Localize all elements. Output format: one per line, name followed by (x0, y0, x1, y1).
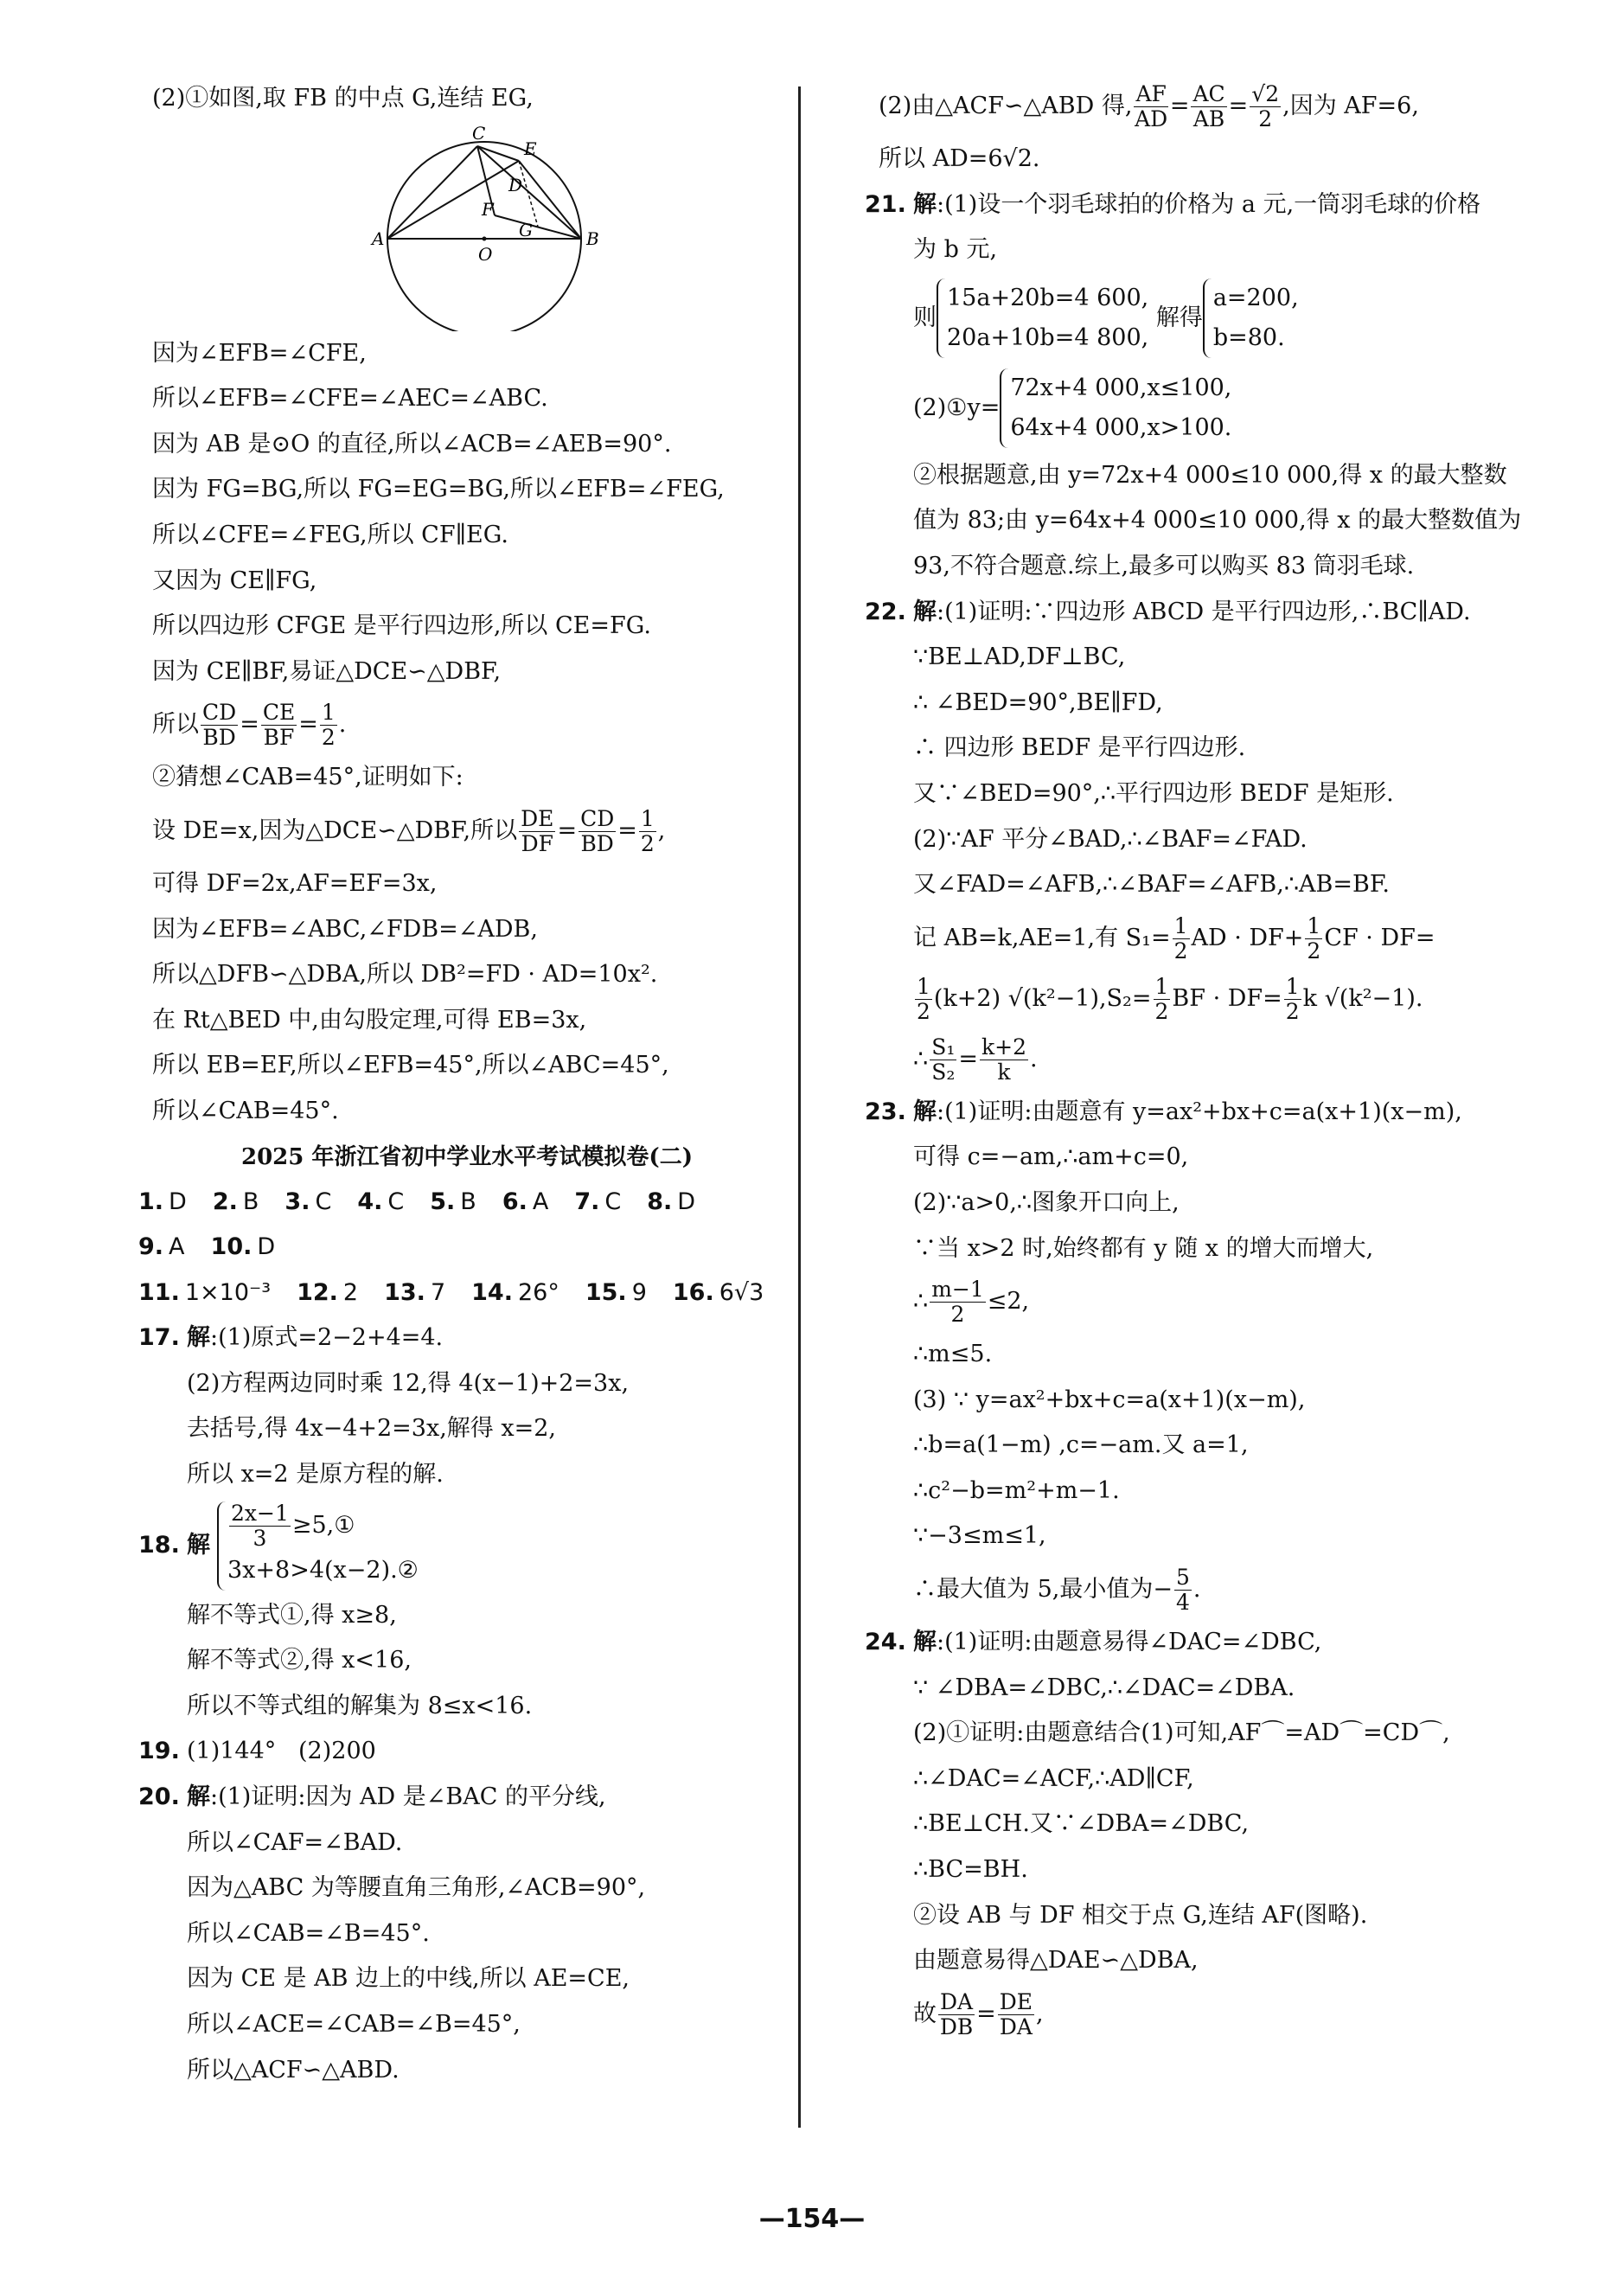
text-line: ②设 AB 与 DF 相交于点 G,连结 AF(图略). (913, 1901, 1368, 1929)
text-line: 所以∠CFE=∠FEG,所以 CF∥EG. (152, 521, 508, 548)
system-row-2: 3x+8>4(x−2).② (227, 1556, 419, 1584)
fraction-line (865, 1559, 1505, 1620)
text: ∴ (913, 1288, 929, 1316)
text-line: 值为 83;由 y=64x+4 000≤10 000,得 x 的最大整数值为 (913, 507, 1522, 535)
answer-value: C (604, 1188, 622, 1215)
denominator: DF (521, 830, 553, 856)
text: = (958, 1045, 978, 1072)
label-A: A (372, 227, 385, 249)
system-row-1: a=200, (1212, 285, 1299, 312)
fraction (201, 701, 238, 750)
text: 所以 (152, 711, 199, 739)
answer-number: 12. (297, 1278, 338, 1306)
fraction (1191, 82, 1226, 131)
system-row-1: 72x+4 000,x≤100, (1010, 375, 1232, 402)
text: ,因为 AF=6, (1282, 93, 1419, 119)
text: , (1036, 2000, 1044, 2027)
numerator: 1 (1154, 973, 1169, 999)
system-line (865, 273, 1505, 363)
question-number: 20. (138, 1783, 180, 1811)
fraction-line (865, 969, 1505, 1029)
inequality-system (217, 1501, 419, 1591)
text: :(1)原式=2−2+4=4. (210, 1324, 444, 1352)
answer-value: 9 (631, 1278, 647, 1306)
denominator: BD (580, 830, 614, 856)
text: k √(k²−1). (1302, 984, 1423, 1012)
answer-value: B (242, 1188, 259, 1215)
denominator: 4 (1175, 1590, 1190, 1616)
fraction-half (1284, 975, 1301, 1024)
answer-value: 1×10⁻³ (184, 1278, 272, 1306)
fraction (998, 1990, 1034, 2039)
text-line: 因为△ABC 为等腰直角三角形,∠ACB=90°, (187, 1874, 646, 1902)
column-divider (798, 86, 801, 2128)
system-row-2: b=80. (1212, 324, 1285, 352)
text-line: 可得 DF=2x,AF=EF=3x, (152, 869, 438, 897)
denominator: S₂ (931, 1059, 956, 1085)
fraction-line (865, 1984, 1505, 2045)
question-number: 23. (865, 1098, 906, 1125)
text-line: 所以 AD=6√2. (879, 145, 1040, 172)
fraction (938, 1990, 975, 2039)
answer-number: 2. (212, 1188, 238, 1215)
denominator: AB (1192, 106, 1225, 131)
fraction-line (865, 908, 1505, 969)
text-line: 所以∠CAB=∠B=45°. (187, 1919, 430, 1947)
text-line: 解不等式②,得 x<16, (187, 1647, 412, 1674)
text: ≥5,① (291, 1511, 355, 1539)
answer-number: 10. (210, 1233, 253, 1261)
fraction (930, 1035, 956, 1085)
text: (k+2) √(k²−1),S₂= (933, 984, 1152, 1012)
denominator: BF (263, 725, 295, 751)
answer-value: 2 (342, 1278, 359, 1306)
text-line: 93,不符合题意.综上,最多可以购买 83 筒羽毛球. (913, 552, 1415, 579)
q19-line (138, 1729, 796, 1775)
text-line: 又∵∠BED=90°,∴平行四边形 BEDF 是矩形. (913, 779, 1394, 807)
fraction-line: 所以 $\frac{CD}{BD}$ = $\frac{CE}{BF}$ = $\frac{1}{2}$ . (152, 700, 347, 751)
denominator: 2 (917, 998, 930, 1024)
text-line: 所以∠ACE=∠CAB=∠B=45°, (187, 2011, 521, 2038)
q21-line (865, 182, 1505, 228)
text-line: ②根据题意,由 y=72x+4 000≤10 000,得 x 的最大整数 (913, 461, 1507, 489)
text: 解得 (1155, 304, 1203, 331)
fraction (261, 701, 297, 750)
jie-label: 解 (187, 1324, 210, 1352)
numerator: AC (1192, 81, 1225, 106)
system-row-1: 15a+20b=4 600, (947, 285, 1149, 312)
text-line: (2)①证明:由题意结合(1)可知,AF⌒=AD⌒=CD⌒, (913, 1719, 1450, 1747)
answer-value: C (387, 1188, 405, 1215)
text: ∴最大值为 5,最小值为− (913, 1576, 1173, 1604)
question-number: 18. (138, 1531, 180, 1559)
answer-value: A (169, 1233, 185, 1261)
denominator: DB (939, 2014, 974, 2039)
fraction-line (865, 1271, 1505, 1332)
fraction (519, 807, 555, 856)
denominator: 3 (253, 1525, 267, 1551)
denominator: 2 (640, 830, 655, 856)
numerator: 1 (321, 700, 336, 726)
q17-line (138, 1316, 796, 1361)
text-line: ∴BC=BH. (913, 1856, 1028, 1884)
numerator: CE (262, 700, 296, 726)
text-line: 因为 FG=BG,所以 FG=EG=BG,所以∠EFB=∠FEG, (152, 476, 725, 503)
equation-system (937, 278, 1148, 358)
answer-value: D (257, 1233, 276, 1261)
label-G: G (519, 219, 533, 240)
text-line: 所以△ACF∽△ABD. (187, 2056, 400, 2084)
text-line: ∴c²−b=m²+m−1. (913, 1476, 1120, 1504)
label-D: D (508, 174, 523, 195)
numerator: DE (521, 805, 554, 831)
jie-label: 解 (187, 1783, 210, 1811)
answer-number: 14. (471, 1278, 513, 1306)
fraction (980, 1035, 1028, 1085)
answer-number: 4. (357, 1188, 383, 1215)
fraction (229, 1501, 291, 1551)
fraction (639, 807, 656, 856)
denominator: 2 (1307, 938, 1321, 964)
fraction-half (1154, 975, 1171, 1024)
left-column (138, 76, 796, 2093)
numerator: CD (202, 700, 237, 726)
text-line: 所以 EB=EF,所以∠EFB=45°,所以∠ABC=45°, (152, 1052, 669, 1079)
numerator: 5 (1175, 1565, 1190, 1591)
text-line: 在 Rt△BED 中,由勾股定理,可得 EB=3x, (152, 1006, 587, 1034)
text: = (976, 2000, 996, 2027)
answer-number: 1. (138, 1188, 164, 1215)
text: :(1)证明:由题意有 y=ax²+bx+c=a(x+1)(x−m), (937, 1098, 1462, 1125)
numerator: m−1 (931, 1277, 984, 1303)
page-number: —154— (758, 2204, 866, 2234)
question-number: 19. (138, 1738, 180, 1765)
text-line: ∴ ∠BED=90°,BE∥FD, (913, 688, 1163, 716)
geometry-diagram (355, 122, 614, 331)
jie-label: 解 (913, 190, 937, 218)
fraction-line: (2)由△ACF∽△ABD 得, $\frac{AF}{AD}$ = $\frac{AC}{AB}$ = $\frac{√2}{2}$ ,因为 AF=6, (879, 81, 1419, 131)
fraction-half (915, 975, 932, 1024)
text: BF · DF= (1172, 984, 1282, 1012)
fraction-half (1305, 914, 1322, 964)
answer-number: 9. (138, 1233, 164, 1261)
text: ∴ (913, 1045, 929, 1072)
question-number: 17. (138, 1324, 180, 1352)
text: (2)由△ACF∽△ABD 得, (879, 93, 1133, 119)
section-heading: 2025 年浙江省初中学业水平考试模拟卷(二) (240, 1143, 694, 1170)
denominator: 2 (1285, 998, 1300, 1024)
denominator: k (997, 1059, 1011, 1085)
denominator: 2 (1154, 998, 1169, 1024)
text-line: ∵当 x>2 时,始终都有 y 随 x 的增大而增大, (913, 1234, 1374, 1262)
text-line: 所以四边形 CFGE 是平行四边形,所以 CE=FG. (152, 612, 651, 640)
text: . (1029, 1045, 1038, 1072)
text: AD · DF+ (1191, 924, 1304, 951)
text-line: 所以不等式组的解集为 8≤x<16. (187, 1692, 533, 1719)
numerator: 1 (1285, 973, 1300, 999)
jie-label: 解 (913, 598, 937, 625)
text: 则 (913, 304, 937, 331)
text: (1)144° (2)200 (187, 1738, 376, 1765)
denominator: 2 (1258, 106, 1273, 131)
text-line: (2)∵AF 平分∠BAD,∴∠BAF=∠FAD. (913, 825, 1308, 853)
numerator: S₁ (931, 1034, 956, 1060)
fraction (1250, 82, 1281, 131)
circle-figure (138, 122, 796, 331)
text-line: ∴ 四边形 BEDF 是平行四边形. (913, 734, 1246, 762)
text: :(1)证明:由题意易得∠DAC=∠DBC, (937, 1629, 1322, 1656)
system-row-2: 20a+10b=4 800, (947, 324, 1149, 352)
system-row-2: 64x+4 000,x>100. (1010, 414, 1232, 442)
text-line: 可得 c=−am,∴am+c=0, (913, 1143, 1189, 1171)
jie-label: 解 (913, 1629, 937, 1656)
fraction (930, 1277, 986, 1327)
text-line: 所以∠EFB=∠CFE=∠AEC=∠ABC. (152, 385, 548, 413)
label-O: O (478, 243, 493, 265)
question-number: 22. (865, 598, 906, 625)
fraction-half (1173, 914, 1190, 964)
text: :(1)证明:∵四边形 ABCD 是平行四边形,∴BC∥AD. (937, 598, 1471, 625)
q24-line (865, 1620, 1505, 1666)
text-line: 因为 CE 是 AB 边上的中线,所以 AE=CE, (187, 1965, 630, 1993)
answer-number: 5. (430, 1188, 456, 1215)
text: 设 DE=x,因为△DCE∽△DBF,所以 (152, 816, 518, 844)
text-line: ∵BE⊥AD,DF⊥BC, (913, 643, 1126, 671)
text-line: 解不等式①,得 x≥8, (187, 1601, 397, 1629)
numerator: 2x−1 (231, 1500, 289, 1526)
mc-answers-row-2 (138, 1225, 796, 1271)
text-line: (2)方程两边同时乘 12,得 4(x−1)+2=3x, (187, 1369, 630, 1397)
numerator: k+2 (981, 1034, 1026, 1060)
jie-label: 解 (187, 1531, 210, 1559)
fraction (579, 807, 616, 856)
answer-value: 6√3 (719, 1278, 764, 1306)
numerator: AF (1135, 81, 1167, 106)
text: 记 AB=k,AE=1,有 S₁= (913, 924, 1171, 951)
denominator: 2 (1173, 938, 1188, 964)
text-line: 因为 AB 是⊙O 的直径,所以∠ACB=∠AEB=90°. (152, 430, 672, 458)
text: :(1)证明:因为 AD 是∠BAC 的平分线, (210, 1783, 606, 1811)
text-line: 又∠FAD=∠AFB,∴∠BAF=∠AFB,∴AB=BF. (913, 871, 1390, 899)
text-line: ∴∠DAC=∠ACF,∴AD∥CF, (913, 1764, 1194, 1792)
answer-number: 7. (574, 1188, 600, 1215)
text-line: 因为 CE∥BF,易证△DCE∽△DBF, (152, 657, 502, 685)
numerator: 1 (1307, 912, 1321, 938)
text-line: ∵−3≤m≤1, (913, 1522, 1046, 1550)
text-line: 所以△DFB∽△DBA,所以 DB²=FD · AD=10x². (152, 961, 658, 989)
fraction (1134, 82, 1167, 131)
denominator: BD (202, 725, 236, 751)
answer-value: D (677, 1188, 696, 1215)
q20-line (138, 1775, 796, 1821)
mc-answers-row-1 (138, 1180, 796, 1226)
label-C: C (472, 122, 486, 144)
answer-number: 3. (285, 1188, 310, 1215)
label-F: F (482, 198, 494, 220)
text: (2)①y= (913, 394, 1001, 421)
q22-line (865, 590, 1505, 636)
text: CF · DF= (1324, 924, 1435, 951)
text-line: 为 b 元, (913, 236, 998, 264)
text-line: (3) ∵ y=ax²+bx+c=a(x+1)(x−m), (913, 1386, 1306, 1413)
denominator: 2 (950, 1302, 965, 1328)
text: . (1192, 1576, 1201, 1604)
piecewise-system (1000, 368, 1231, 448)
numerator: 1 (917, 973, 930, 999)
fraction-line: 设 DE=x,因为△DCE∽△DBF,所以 $\frac{DE}{DF}$ = $\frac{CD}{BD}$ = $\frac{1}{2}$ , (152, 805, 666, 856)
answer-value: D (169, 1188, 187, 1215)
text-line: 所以∠CAF=∠BAD. (187, 1828, 403, 1856)
right-column (865, 76, 1522, 2045)
answer-number: 11. (138, 1278, 180, 1306)
question-number: 24. (865, 1629, 906, 1656)
question-number: 21. (865, 190, 906, 218)
answer-value: 7 (430, 1278, 446, 1306)
numerator: DE (999, 1988, 1033, 2014)
answer-number: 16. (672, 1278, 714, 1306)
text: ≤2, (987, 1288, 1030, 1316)
answer-value: B (460, 1188, 476, 1215)
text-line: 所以∠CAB=45°. (152, 1097, 339, 1124)
fraction (320, 701, 337, 750)
fill-answers-row (138, 1271, 796, 1316)
denominator: DA (999, 2014, 1033, 2039)
numerator: √2 (1251, 81, 1280, 106)
text: :(1)设一个羽毛球拍的价格为 a 元,一筒羽毛球的价格 (937, 190, 1481, 218)
text-line: 去括号,得 4x−4+2=3x,解得 x=2, (187, 1415, 556, 1443)
text-line: ②猜想∠CAB=45°,证明如下: (152, 764, 464, 791)
denominator: AD (1135, 106, 1168, 131)
text: 故 (913, 2000, 937, 2027)
solution-system (1203, 278, 1299, 358)
q23-line (865, 1090, 1505, 1136)
text-line: ∴BE⊥CH.又∵∠DBA=∠DBC, (913, 1810, 1250, 1838)
answer-value: A (532, 1188, 549, 1215)
text-line: ∵ ∠DBA=∠DBC,∴∠DAC=∠DBA. (913, 1674, 1295, 1701)
text-line: ∴b=a(1−m) ,c=−am.又 a=1, (913, 1431, 1249, 1459)
numerator: DA (940, 1988, 974, 2014)
answer-value: C (315, 1188, 332, 1215)
text-line: (2)①如图,取 FB 的中点 G,连结 EG, (152, 85, 534, 112)
piecewise-line (865, 363, 1505, 453)
numerator: 1 (1173, 912, 1188, 938)
numerator: CD (580, 805, 615, 831)
text-line: (2)∵a>0,∴图象开口向上, (913, 1188, 1180, 1216)
numerator: 1 (640, 805, 655, 831)
fraction (1174, 1565, 1192, 1615)
text-line: ∴m≤5. (913, 1341, 993, 1368)
answer-number: 13. (384, 1278, 425, 1306)
answer-number: 8. (647, 1188, 673, 1215)
answer-value: 26° (517, 1278, 559, 1306)
text-line: 因为∠EFB=∠CFE, (152, 339, 367, 367)
jie-label: 解 (913, 1098, 937, 1125)
answer-number: 15. (585, 1278, 627, 1306)
system-row-1 (227, 1501, 419, 1551)
label-B: B (586, 227, 599, 249)
text-line: 又因为 CE∥FG, (152, 567, 317, 594)
text-line: 由题意易得△DAE∽△DBA, (913, 1947, 1199, 1975)
answer-number: 6. (502, 1188, 527, 1215)
text-line: 所以 x=2 是原方程的解. (187, 1461, 444, 1489)
fraction-line (865, 1029, 1505, 1090)
label-E: E (524, 138, 537, 159)
denominator: 2 (321, 725, 336, 751)
text-line: 因为∠EFB=∠ABC,∠FDB=∠ADB, (152, 915, 538, 943)
q18-line (138, 1498, 796, 1593)
